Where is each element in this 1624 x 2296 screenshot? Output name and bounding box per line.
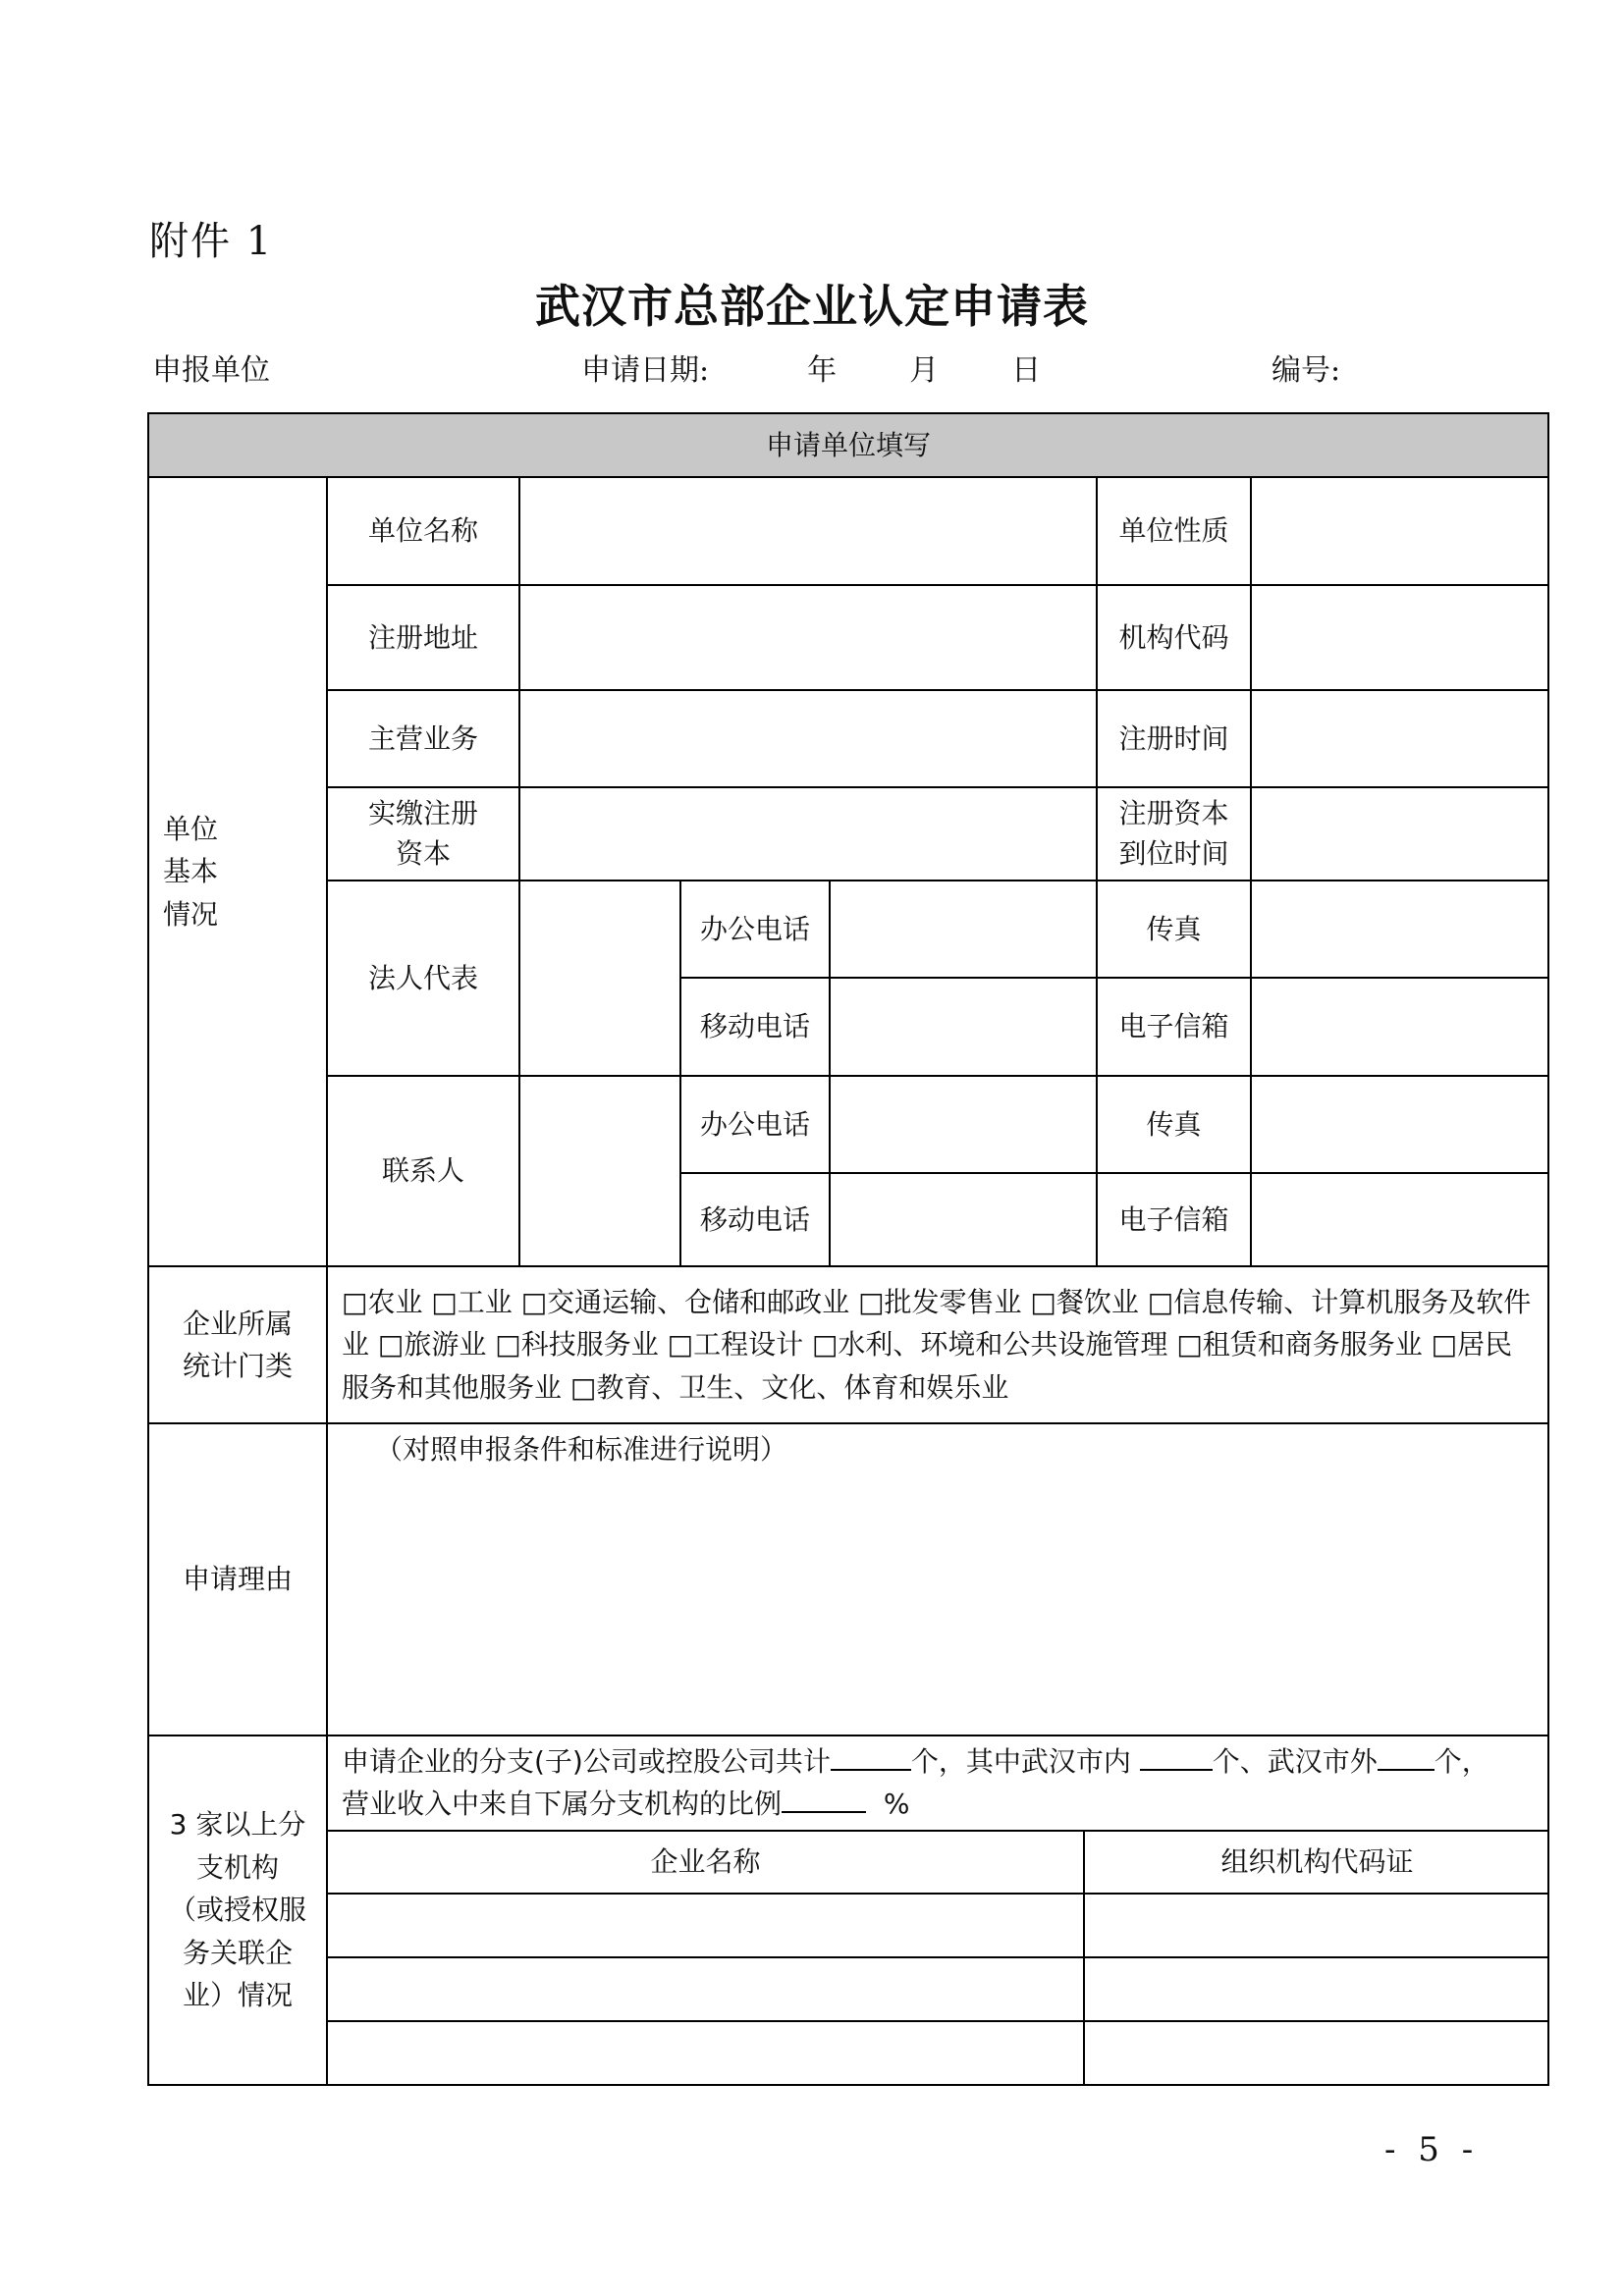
branch-row-1-company[interactable] xyxy=(328,1894,1084,1957)
branch-summary: 申请企业的分支(子)公司或控股公司共计 个，其中武汉市内 个、武汉市外 个， 营业收入中来自下属分支机构的比例 % xyxy=(328,1736,1549,1831)
unit-nature-label: 单位性质 xyxy=(1097,477,1251,585)
section-header: 申请单位填写 xyxy=(148,413,1548,477)
branch-table xyxy=(328,1736,1549,2084)
capital-time-field[interactable] xyxy=(1251,787,1548,881)
contact-email-field[interactable] xyxy=(1251,1173,1548,1266)
capital-time-label: 注册资本 到位时间 xyxy=(1097,787,1251,881)
category-label: 企业所属 统计门类 xyxy=(148,1266,327,1423)
legal-fax-field[interactable] xyxy=(1251,881,1548,978)
col-company-name: 企业名称 xyxy=(328,1831,1084,1894)
branch-row-2-code[interactable] xyxy=(1084,1957,1549,2021)
branch-ratio-blank[interactable] xyxy=(782,1786,866,1813)
reg-address-label: 注册地址 xyxy=(327,585,519,690)
contact-field[interactable] xyxy=(519,1076,680,1266)
legal-mobile-field[interactable] xyxy=(830,978,1097,1076)
org-code-field[interactable] xyxy=(1251,585,1548,690)
paid-capital-label: 实缴注册 资本 xyxy=(327,787,519,881)
contact-mobile-field[interactable] xyxy=(830,1173,1097,1266)
legal-office-phone-label: 办公电话 xyxy=(680,881,830,978)
reg-time-field[interactable] xyxy=(1251,690,1548,787)
legal-email-field[interactable] xyxy=(1251,978,1548,1076)
branch-row-3-code[interactable] xyxy=(1084,2021,1549,2084)
form-title: 武汉市总部企业认定申请表 xyxy=(535,280,1089,333)
contact-email-label: 电子信箱 xyxy=(1097,1173,1251,1266)
main-business-field[interactable] xyxy=(519,690,1097,787)
main-business-label: 主营业务 xyxy=(327,690,519,787)
branch-outside-blank[interactable] xyxy=(1378,1743,1435,1771)
reg-time-label: 注册时间 xyxy=(1097,690,1251,787)
contact-label: 联系人 xyxy=(327,1076,519,1266)
reason-field[interactable] xyxy=(327,1423,1548,1735)
contact-fax-field[interactable] xyxy=(1251,1076,1548,1173)
legal-mobile-label: 移动电话 xyxy=(680,978,830,1076)
unit-name-label: 单位名称 xyxy=(327,477,519,585)
year-label: 年 xyxy=(807,353,838,388)
branch-label: 3 家以上分 支机构 （或授权服 务关联企 业）情况 xyxy=(148,1735,327,2085)
contact-office-phone-field[interactable] xyxy=(830,1076,1097,1173)
attachment-label: 附件 1 xyxy=(149,219,274,264)
branch-total-blank[interactable] xyxy=(831,1743,911,1771)
legal-email-label: 电子信箱 xyxy=(1097,978,1251,1076)
reason-label: 申请理由 xyxy=(148,1423,327,1735)
day-label: 日 xyxy=(1011,353,1042,388)
branch-section xyxy=(327,1735,1548,2085)
paid-capital-field[interactable] xyxy=(519,787,1097,881)
unit-label: 申报单位 xyxy=(152,353,270,388)
application-form-table xyxy=(147,412,1549,2086)
legal-rep-field[interactable] xyxy=(519,881,680,1076)
col-org-code: 组织机构代码证 xyxy=(1084,1831,1549,1894)
reg-address-field[interactable] xyxy=(519,585,1097,690)
page-number: - 5 - xyxy=(1384,2130,1480,2169)
category-options[interactable]: □农业 □工业 □交通运输、仓储和邮政业 □批发零售业 □餐饮业 □信息传输、计算机服务及软件业 □旅游业 □科技服务业 □工程设计 □水利、环境和公共设施管理 □租赁和商务服务业 □居民服务和其他服务业 □教育、卫生、文化、体育和娱乐业 xyxy=(327,1266,1548,1423)
date-line xyxy=(581,346,1041,389)
number-label: 编号: xyxy=(1272,353,1341,388)
month-label: 月 xyxy=(909,353,940,388)
unit-name-field[interactable] xyxy=(519,477,1097,585)
reason-hint: （对照申报条件和标准进行说明） xyxy=(375,1433,788,1466)
legal-office-phone-field[interactable] xyxy=(830,881,1097,978)
org-code-label: 机构代码 xyxy=(1097,585,1251,690)
basic-info-label: 单位 基本 情况 xyxy=(148,477,327,1266)
date-label: 申请日期: xyxy=(581,353,710,388)
contact-mobile-label: 移动电话 xyxy=(680,1173,830,1266)
legal-rep-label: 法人代表 xyxy=(327,881,519,1076)
contact-office-phone-label: 办公电话 xyxy=(680,1076,830,1173)
branch-inside-blank[interactable] xyxy=(1140,1743,1213,1771)
branch-row-1-code[interactable] xyxy=(1084,1894,1549,1957)
branch-row-3-company[interactable] xyxy=(328,2021,1084,2084)
branch-row-2-company[interactable] xyxy=(328,1957,1084,2021)
contact-fax-label: 传真 xyxy=(1097,1076,1251,1173)
legal-fax-label: 传真 xyxy=(1097,881,1251,978)
unit-nature-field[interactable] xyxy=(1251,477,1548,585)
